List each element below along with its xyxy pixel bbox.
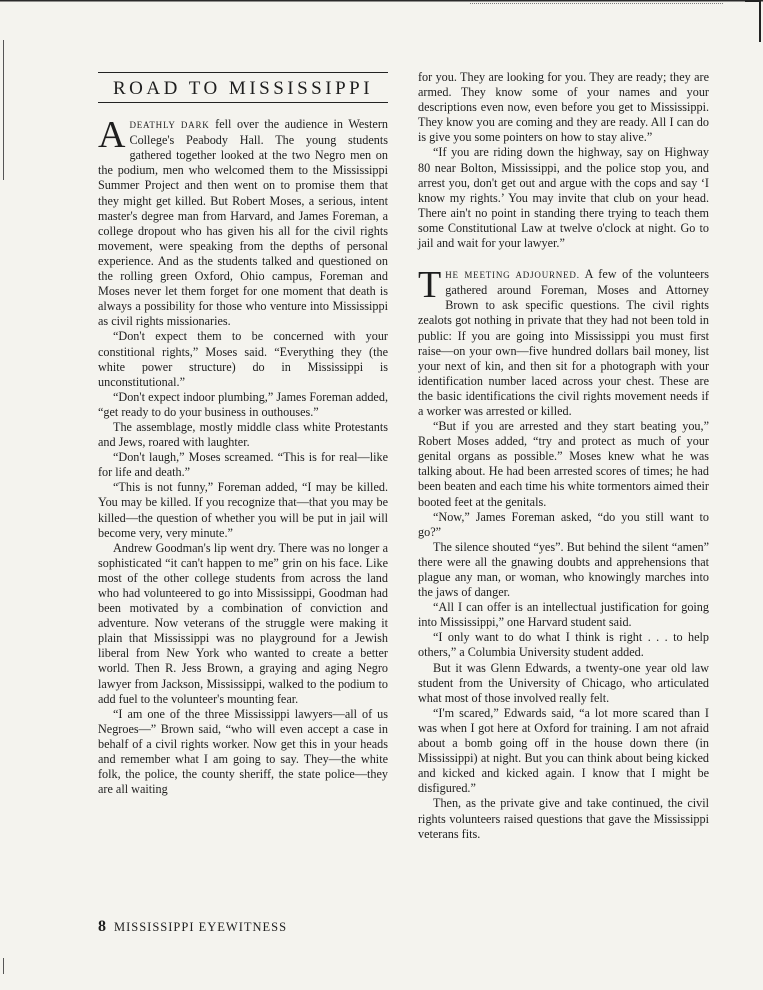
paragraph-16: “I only want to do what I think is right . . . to help others,” a Columbia University student added.: [418, 630, 709, 660]
paragraph-4: The assemblage, mostly middle class white Protestants and Jews, roared with laughter.: [98, 419, 388, 450]
paragraph-14: The silence shouted “yes”. But behind the silent “amen” there were all the gnawing doubts and apprehensions that plague any man, or woman, who knowingly marches into the jaws of danger.: [418, 539, 709, 600]
paragraph-11: [418, 264, 709, 419]
drop-cap-2: T: [418, 264, 442, 307]
paragraph-13: “Now,” James Foreman asked, “do you still want to go?”: [418, 509, 709, 539]
paragraph-18: “I'm scared,” Edwards said, “a lot more scared than I was when I got here at Oxford for training. I am not afraid about a bomb going off in the house down there (in Mississippi) at night. But you can think about being kicked and kicked and kicked again. I know that I might be disfigured.”: [418, 705, 709, 796]
lead-in: DEATHLY DARK: [129, 120, 210, 131]
page-number: 8: [98, 918, 106, 935]
scan-right-edge: [745, 0, 761, 42]
paragraph-3: “Don't expect indoor plumbing,” James Foreman added, “get ready to do your business in outhouses.”: [98, 389, 388, 419]
paragraph-19: Then, as the private give and take continued, the civil rights volunteers raised questions that gave the Mississippi veterans fits.: [418, 796, 709, 841]
paragraph-17: But it was Glenn Edwards, a twenty-one year old law student from the University of Chicago, who articulated what most of those involved really felt.: [418, 660, 709, 705]
section-break: [418, 251, 709, 267]
paragraph-5: “Don't laugh,” Moses screamed. “This is for real—like for life and death.”: [98, 450, 388, 480]
paragraph-8: “I am one of the three Mississippi lawyers—all of us Negroes—” Brown said, “who will even accept a case in behalf of a civil rights worker. Now get this in your heads and remember what I am going to say. They—the white folk, the police, the county sheriff, the state police—they are all waiting: [98, 706, 388, 797]
article-title: ROAD TO MISSISSIPPI: [112, 78, 374, 99]
paragraph-1: [98, 114, 388, 329]
paragraph-2: “Don't expect them to be concerned with your constitional rights,” Moses said. “Everything they (the white power structure) do in Mississippi is unconstitutional.”: [98, 329, 388, 389]
scan-left-edge: [3, 40, 4, 180]
paragraph-10: “If you are riding down the highway, say on Highway 80 near Bolton, Mississippi, and the police stop you, and arrest you, don't get out and argue with the cops and say ‘I know my rights.’ You may invite that club on your head. There ain't no point in standing there trying to teach them some Constitutional Law at twelve o'clock at night. Go to jail and wait for your lawyer.”: [418, 145, 709, 251]
title-rule-bottom: [98, 102, 388, 103]
paragraph-11-text: A few of the volunteers gathered around Foreman, Moses and Attorney Brown to ask specific questions. The civil rights zealots got nothing in private that they had not been told in public: If you are going into Mississippi you must first raise—on your own—five hundred dollars bail money, list your next of kin, and then sit for a photograph with your identification number laced across your chest. These are the basic identifications the civil rights movement needs if a worker was arrested or killed.: [418, 267, 709, 418]
scan-left-edge-lower: [3, 958, 4, 974]
left-column: [98, 70, 388, 797]
paragraph-9: for you. They are looking for you. They are ready; they are armed. They know some of your names and your descriptions even now, even before you get to Mississippi. They know you are coming and they are ready. All I can do is give you some pointers on how to stay alive.”: [418, 70, 709, 145]
publication-name: MISSISSIPPI EYEWITNESS: [114, 920, 288, 934]
paragraph-12: “But if you are arrested and they start beating you,” Robert Moses added, “try and protect as much of your genital organs as possible.” Moses knew what he was talking about. He had been arrested scores of times; he had been beaten and each time his white tormentors aimed their booted feet at the genitals.: [418, 419, 709, 509]
right-column: [418, 70, 709, 842]
paragraph-15: “All I can offer is an intellectual justification for going into Mississippi,” one Harvard student said.: [418, 600, 709, 630]
lead-in-2: HE MEETING ADJOURNED.: [445, 270, 580, 281]
paragraph-7: Andrew Goodman's lip went dry. There was no longer a sophisticated “it can't happen to me” grin on his face. Like most of the other college students from across the land who had volunteered to go into Mississippi, Goodman had been motivated by a combination of conviction and adventure. Now veterans of the struggle were making it plain that Mississippi was no playground for a Jewish liberal from New York who wanted to create a better world. Then R. Jess Brown, a graying and aging Negro lawyer from Jackson, Mississippi, walked to the podium to add fuel to the volunteer's mounting fear.: [98, 540, 388, 706]
page-footer: [98, 918, 287, 936]
scan-top-edge: [0, 0, 763, 7]
paragraph-1-text: fell over the audience in Western College's Peabody Hall. The young students gathered together looked at the two Negro men on the podium, men who welcomed them to the Mississippi Summer Project and then went on to promise them that they might get killed. But Robert Moses, a serious, intent master's degree man from Harvard, and James Foreman, a college dropout who has given his all for the civil rights movement, were speaking from the depths of personal experience. And as the students talked and questioned on the rolling green Oxford, Ohio campus, Foreman and Moses never let them forget for one moment that death is always a possibility for those who venture into Mississippi as civil rights missionaries.: [98, 117, 388, 329]
paragraph-6: “This is not funny,” Foreman added, “I may be killed. You may be killed. If you recognize that—that you may be killed—the question of whether you will be put in jail will become very, very minute.”: [98, 480, 388, 540]
title-rule-top: [98, 72, 388, 73]
drop-cap: A: [98, 114, 126, 157]
